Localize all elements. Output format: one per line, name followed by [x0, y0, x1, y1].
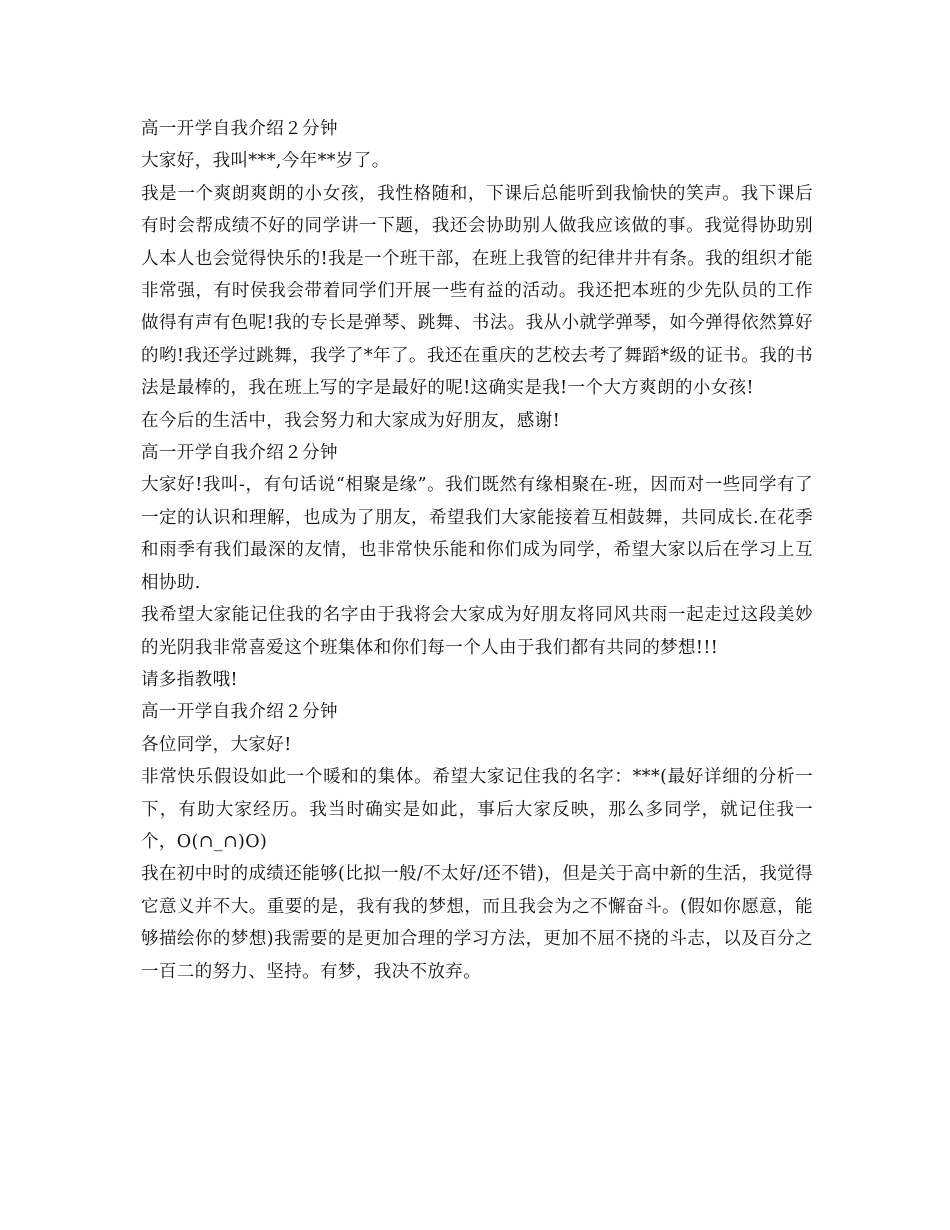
paragraph: 在今后的生活中，我会努力和大家成为好朋友，感谢! [141, 410, 561, 431]
document-body [141, 113, 813, 988]
paragraph: 大家好!我叫-，有句话说“相聚是缘”。我们既然有缘相聚在-班，因而对一些同学有了一定的认识和理解，也成为了朋友，希望我们大家能接着互相鼓舞，共同成长.在花季和雨季有我们最深的友情，也非常快乐能和你们成为同学，希望大家以后在学习上互相协助. [141, 475, 813, 593]
section-title: 高一开学自我介绍２分钟 [141, 119, 338, 139]
paragraph: 我是一个爽朗爽朗的小女孩，我性格随和，下课后总能听到我愉快的笑声。我下课后有时会帮成绩不好的同学讲一下题，我还会协助别人做我应该做的事。我觉得协助别人本人也会觉得快乐的!我是一个班干部，在班上我管的纪律井井有条。我的组织才能非常强，有时侯我会带着同学们开展一些有益的活动。我还把本班的少先队员的工作做得有声有色呢!我的专长是弹琴、跳舞、书法。我从小就学弹琴，如今弹得依然算好的哟!我还学过跳舞，我学了*年了。我还在重庆的艺校去考了舞蹈*级的证书。我的书法是最棒的，我在班上写的字是最好的呢!这确实是我!一个大方爽朗的小女孩! [141, 183, 813, 399]
paragraph: 我希望大家能记住我的名字由于我将会大家成为好朋友将同风共雨一起走过这段美妙的光阴我非常喜爱这个班集体和你们每一个人由于我们都有共同的梦想!!! [141, 605, 813, 658]
section-title: 高一开学自我介绍２分钟 [141, 702, 338, 723]
paragraph: 各位同学，大家好! [141, 734, 292, 755]
section-title: 高一开学自我介绍２分钟 [141, 443, 338, 464]
paragraph: 非常快乐假设如此一个暖和的集体。希望大家记住我的名字：***(最好详细的分析一下，有助大家经历。我当时确实是如此，事后大家反映，那么多同学，就记住我一个，O(∩_∩)O) [141, 767, 813, 852]
paragraph: 大家好，我叫***,今年**岁了。 [141, 151, 390, 172]
paragraph: 我在初中时的成绩还能够(比拟一般/不太好/还不错)，但是关于高中新的生活，我觉得它意义并不大。重要的是，我有我的梦想，而且我会为之不懈奋斗。(假如你愿意，能够描绘你的梦想)我需要的是更加合理的学习方法，更加不屈不挠的斗志，以及百分之一百二的努力、坚持。有梦，我决不放弃。 [141, 864, 813, 982]
paragraph: 请多指教哦! [141, 669, 238, 690]
